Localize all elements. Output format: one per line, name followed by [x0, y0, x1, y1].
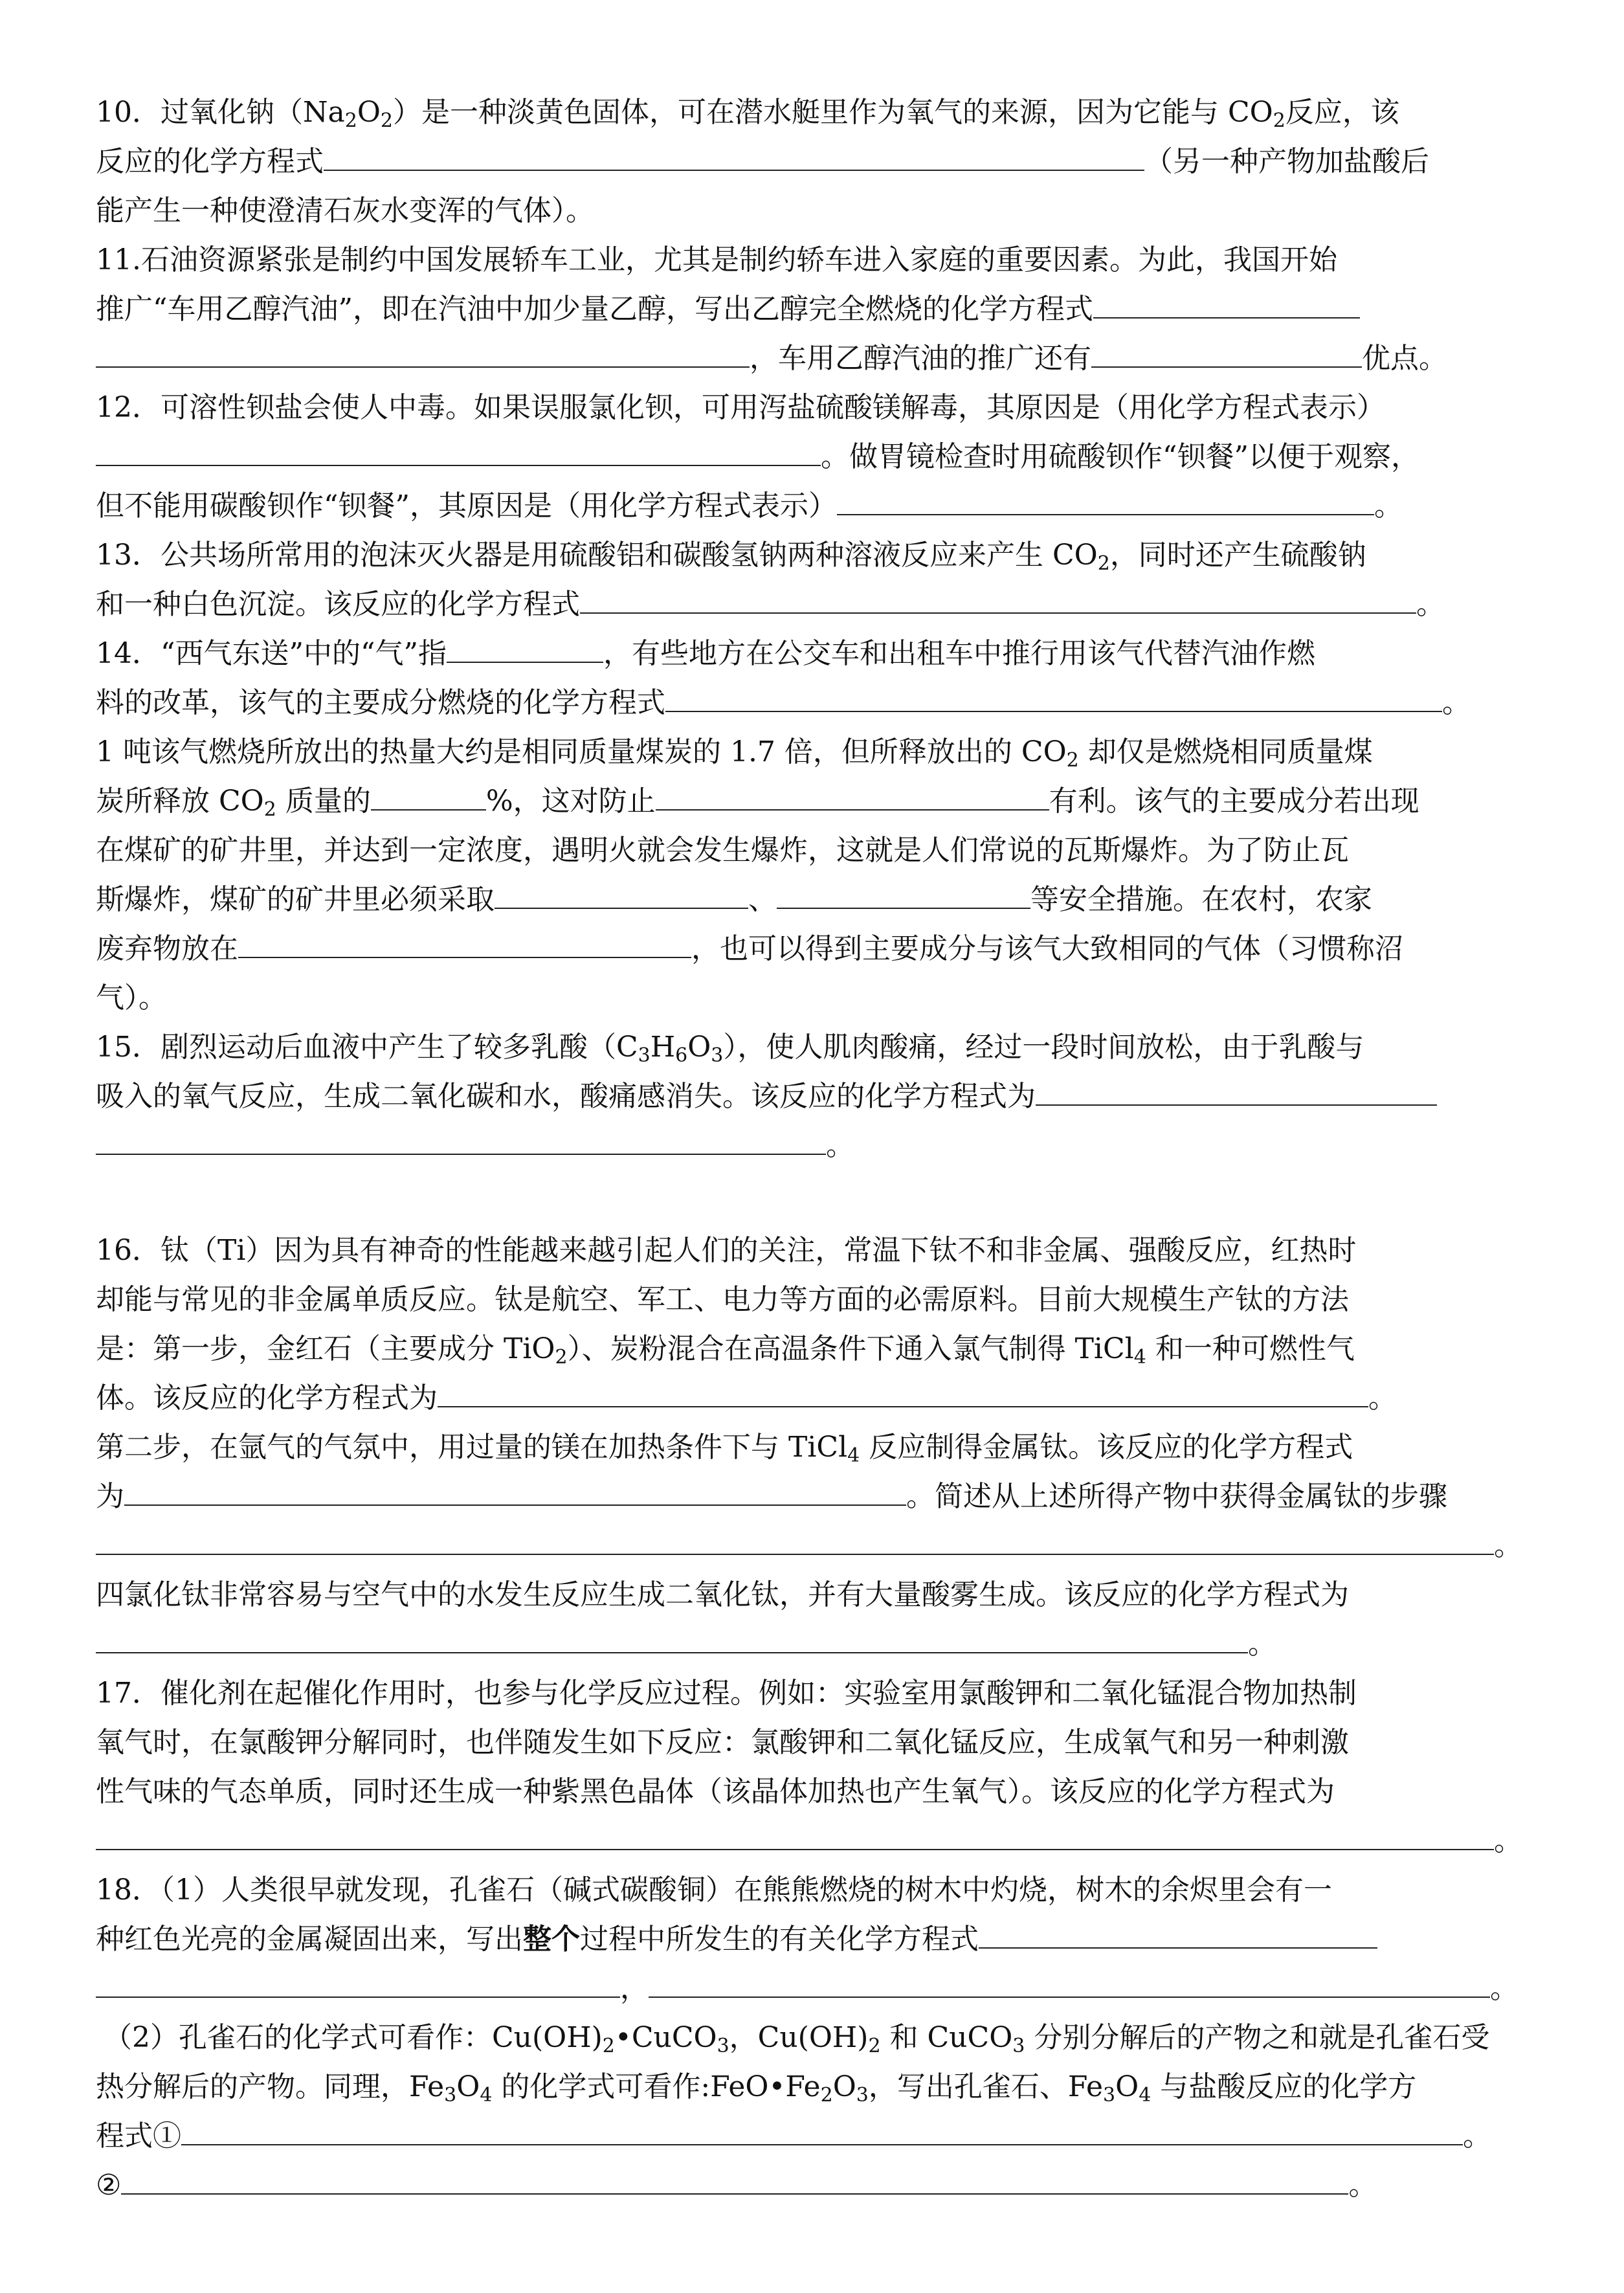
- answer-blank[interactable]: [656, 778, 1049, 811]
- q12-line-2: 。做胃镜检查时用硫酸钡作“钡餐”以便于观察，: [96, 432, 1548, 482]
- answer-blank[interactable]: [1036, 1073, 1437, 1106]
- q18-line-4: （2）孔雀石的化学式可看作：$Cu(OH)_2•CuCO_3$，$Cu(OH)_2$ 和 CuCO$_3$ 分别分解后的产物之和就是孔雀石受: [104, 2021, 1490, 2057]
- q14-line-2: 料的改革，该气的主要成分燃烧的化学方程式 。: [96, 678, 1548, 728]
- q16-line-3: 是：第一步，金红石（主要成分 TiO$_2$）、炭粉混合在高温条件下通入氯气制得 TiCl$_4$ 和一种可燃性气: [96, 1332, 1355, 1369]
- q16-line-1: 16．钛（Ti）因为具有神奇的性能越来越引起人们的关注，常温下钛不和非金属、强酸反应，红热时: [96, 1234, 1357, 1267]
- answer-blank[interactable]: [96, 1621, 1248, 1653]
- answer-blank[interactable]: [96, 335, 750, 368]
- answer-blank[interactable]: [96, 434, 821, 466]
- q13-line-1: 13．公共场所常用的泡沫灭火器是用硫酸铝和碳酸氢钠两种溶液反应来产生 $CO_2$，同时还产生硫酸钠: [96, 539, 1366, 575]
- q11-line-1: 11.石油资源紧张是制约中国发展轿车工业，尤其是制约轿车进入家庭的重要因素。为此，我国开始: [96, 243, 1337, 276]
- answer-blank[interactable]: [979, 1916, 1377, 1949]
- answer-blank[interactable]: [777, 877, 1030, 909]
- q16-line-7: 。: [96, 1521, 1548, 1571]
- q18-line-1: 18．（1）人类很早就发现，孔雀石（碱式碳酸铜）在熊熊燃烧的树木中灼烧，树木的余烬里会有一: [96, 1874, 1332, 1907]
- q15-line-2: 吸入的氧气反应，生成二氧化碳和水，酸痛感消失。该反应的化学方程式为: [96, 1072, 1548, 1121]
- answer-blank[interactable]: [447, 631, 603, 663]
- answer-blank[interactable]: [649, 1965, 1490, 1998]
- answer-blank[interactable]: [1091, 335, 1362, 368]
- answer-blank[interactable]: [324, 139, 1144, 171]
- q17-line-4: 。: [96, 1817, 1548, 1866]
- q10-line-2: 反应的化学方程式 （另一种产物加盐酸后: [96, 137, 1548, 186]
- q14-line-7: 废弃物放在 ，也可以得到主要成分与该气大致相同的气体（习惯称沼: [96, 924, 1548, 974]
- q15-line-1: 15．剧烈运动后血液中产生了较多乳酸$(C_3H_6O_3)$，使人肌肉酸痛，经过一段时间放松，由于乳酸与: [96, 1031, 1364, 1067]
- q13-line-2: 和一种白色沉淀。该反应的化学方程式 。: [96, 580, 1548, 629]
- q16-line-8: 四氯化钛非常容易与空气中的水发生反应生成二氧化钛，并有大量酸雾生成。该反应的化学方程式为: [96, 1578, 1349, 1611]
- answer-blank[interactable]: [665, 680, 1442, 712]
- q15-line-3: 。: [96, 1121, 1548, 1170]
- q17-line-3: 性气味的气态单质，同时还生成一种紫黑色晶体（该晶体加热也产生氧气）。该反应的化学方程式为: [96, 1775, 1335, 1808]
- answer-blank[interactable]: [580, 581, 1416, 614]
- answer-blank[interactable]: [181, 2113, 1463, 2145]
- worksheet: [96, 88, 1548, 2210]
- answer-blank[interactable]: [371, 778, 486, 811]
- answer-blank[interactable]: [124, 1473, 906, 1506]
- answer-blank[interactable]: [96, 1818, 1494, 1850]
- q10-line-3: 能产生一种使澄清石灰水变浑的气体）。: [96, 194, 594, 227]
- answer-blank[interactable]: [238, 926, 691, 958]
- q14-line-6: 斯爆炸，煤矿的矿井里必须采取 、 等安全措施。在农村，农家: [96, 875, 1548, 924]
- q17-line-1: 17．催化剂在起催化作用时，也参与化学反应过程。例如：实验室用氯酸钾和二氧化锰混合物加热制: [96, 1677, 1357, 1710]
- q16-line-4: 体。该反应的化学方程式为 。: [96, 1374, 1548, 1423]
- q14-line-1: 14．“西气东送”中的“气”指 ，有些地方在公交车和出租车中推行用该气代替汽油作燃: [96, 629, 1548, 678]
- q10-line-1: 10．过氧化钠$(Na_2O_2)$是一种淡黄色固体，可在潜水艇里作为氧气的来源，因为它能与 $CO_2$反应，该: [96, 96, 1399, 132]
- q12-line-3: 但不能用碳酸钡作“钡餐”，其原因是（用化学方程式表示） 。: [96, 482, 1548, 531]
- answer-blank[interactable]: [96, 1965, 620, 1998]
- answer-blank[interactable]: [837, 483, 1374, 515]
- q14-line-5: 在煤矿的矿井里，并达到一定浓度，遇明火就会发生爆炸，这就是人们常说的瓦斯爆炸。为了防止瓦: [96, 834, 1349, 867]
- q11-line-2: 推广“车用乙醇汽油”，即在汽油中加少量乙醇，写出乙醇完全燃烧的化学方程式: [96, 285, 1548, 334]
- q16-line-2: 却能与常见的非金属单质反应。钛是航空、军工、电力等方面的必需原料。目前大规模生产钛的方法: [96, 1283, 1349, 1316]
- q18-line-6: 程式① 。: [96, 2112, 1548, 2161]
- q12-line-1: 12．可溶性钡盐会使人中毒。如果误服氯化钡，可用泻盐硫酸镁解毒，其原因是（用化学方程式表示）: [96, 391, 1385, 424]
- answer-blank[interactable]: [495, 877, 748, 909]
- q16-line-9: 。: [96, 1620, 1548, 1669]
- answer-blank[interactable]: [438, 1375, 1368, 1407]
- q18-line-7: ② 。: [96, 2161, 1548, 2210]
- answer-blank[interactable]: [1093, 286, 1360, 319]
- q11-line-3: ，车用乙醇汽油的推广还有 优点。: [96, 334, 1548, 383]
- q18-line-2: 种红色光亮的金属凝固出来，写出整个过程中所发生的有关化学方程式: [96, 1915, 1548, 1964]
- answer-blank[interactable]: [121, 2162, 1348, 2195]
- q17-line-2: 氧气时，在氯酸钾分解同时，也伴随发生如下反应：氯酸钾和二氧化锰反应，生成氧气和另一种刺激: [96, 1726, 1349, 1759]
- q14-line-3: 1 吨该气燃烧所放出的热量大约是相同质量煤炭的 1.7 倍，但所释放出的 $CO_2$ 却仅是燃烧相同质量煤: [96, 735, 1373, 772]
- q16-line-5: 第二步，在氩气的气氛中，用过量的镁在加热条件下与 TiCl$_4$ 反应制得金属钛。该反应的化学方程式: [96, 1431, 1353, 1467]
- q14-line-4: 炭所释放 $CO_2$ 质量的 %，这对防止 有利。该气的主要成分若出现: [96, 777, 1548, 826]
- q14-line-8: 气）。: [96, 981, 167, 1014]
- answer-blank[interactable]: [96, 1123, 826, 1155]
- q18-line-5: 热分解后的产物。同理，$Fe_3O_4$ 的化学式可看作$:FeO•Fe_2O_3$，写出孔雀石、$Fe_3O_4$ 与盐酸反应的化学方: [96, 2070, 1417, 2107]
- answer-blank[interactable]: [96, 1523, 1494, 1555]
- q18-line-3: ， 。: [96, 1964, 1548, 2013]
- q16-line-6: 为 。简述从上述所得产物中获得金属钛的步骤: [96, 1472, 1548, 1521]
